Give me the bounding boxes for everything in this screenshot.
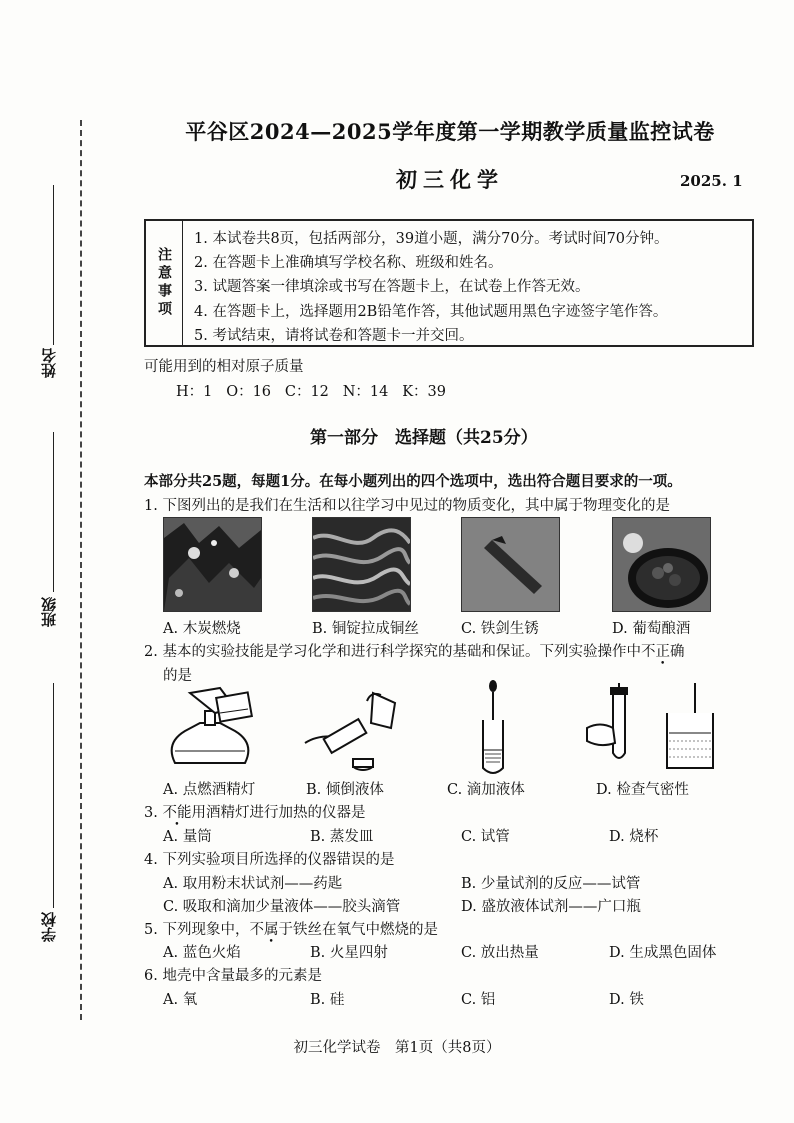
notice-item: 3. 试题答案一律填涂或书写在答题卡上，在试卷上作答无效。 [194, 279, 590, 296]
exam-date: 2025. 1 [680, 172, 743, 190]
q4-option-d: D. 盛放液体试剂——广口瓶 [461, 899, 641, 915]
section-instruction: 本部分共25题，每题1分。在每小题列出的四个选项中，选出符合题目要求的一项。 [144, 473, 682, 490]
q1-stem: 1. 下图列出的是我们在生活和以往学习中见过的物质变化，其中属于物理变化的是 [144, 498, 670, 514]
q3-option-b: B. 蒸发皿 [310, 829, 374, 845]
binding-dashed-line [80, 120, 82, 1020]
q5-option-b: B. 火星四射 [310, 945, 388, 961]
q5-option-c: C. 放出热量 [461, 945, 539, 961]
q4-option-c: C. 吸取和滴加少量液体——胶头滴管 [163, 899, 401, 915]
q5-option-a: A. 蓝色火焰 [163, 945, 241, 961]
q1-photo-copper-wire [312, 517, 411, 612]
q4-option-b: B. 少量试剂的反应——试管 [461, 876, 641, 892]
notice-item: 1. 本试卷共8页，包括两部分，39道小题，满分70分。考试时间70分钟。 [194, 231, 669, 247]
q6-option-a: A. 氧 [163, 992, 198, 1008]
q1-option-a: A. 木炭燃烧 [163, 621, 241, 637]
q2-option-c: C. 滴加液体 [447, 782, 525, 798]
q2-stem: 2. 基本的实验技能是学习化学和进行科学探究的基础和保证。下列实验操作中不正确 [144, 644, 685, 660]
q5-option-d: D. 生成黑色固体 [609, 945, 717, 961]
q6-option-b: B. 硅 [310, 992, 345, 1008]
notice-item: 2. 在答题卡上准确填写学校名称、班级和姓名。 [194, 255, 503, 272]
q2-figure-airtight [585, 683, 715, 778]
q5-emphasis: 不属于 [249, 922, 293, 938]
q3-option-d: D. 烧杯 [609, 829, 659, 845]
notice-box [144, 219, 754, 347]
school-write-line [53, 683, 54, 908]
q2-stem-tail: 的是 [163, 668, 192, 684]
q1-option-b: B. 铜锭拉成铜丝 [312, 621, 419, 637]
q2-option-d: D. 检查气密性 [596, 782, 689, 798]
q4-option-a: A. 取用粉末状试剂——药匙 [163, 876, 343, 892]
q3-emphasis: 不能 [162, 805, 192, 821]
atomic-mass-heading: 可能用到的相对原子质量 [144, 359, 304, 375]
exam-subtitle: 初三化学 [396, 167, 504, 192]
q4-stem: 4. 下列实验项目所选择的仪器错误的是 [144, 852, 395, 868]
q2-figure-dropper [475, 678, 515, 778]
name-label: 姓名 [39, 348, 58, 378]
class-write-line [53, 432, 54, 592]
q3-option-c: C. 试管 [461, 829, 510, 845]
q1-photo-rusty-sword [461, 517, 560, 612]
exam-title: 平谷区2024—2025学年度第一学期教学质量监控试卷 [185, 119, 715, 144]
name-write-line [53, 185, 54, 345]
q1-photo-grape-wine [612, 517, 711, 612]
notice-item: 4. 在答题卡上，选择题用2B铅笔作答，其他试题用黑色字迹签字笔作答。 [194, 303, 668, 320]
notice-heading: 注意事项 [146, 221, 183, 345]
q2-option-b: B. 倾倒液体 [306, 782, 384, 798]
page-footer: 初三化学试卷 第1页（共8页） [293, 1040, 501, 1056]
q2-emphasis: 不正确 [640, 644, 685, 660]
q2-figure-pour [295, 683, 410, 778]
q1-option-c: C. 铁剑生锈 [461, 621, 539, 637]
q5-stem: 5. 下列现象中，不属于铁丝在氧气中燃烧的是 [144, 922, 438, 938]
q6-option-d: D. 铁 [609, 992, 644, 1008]
q3-option-a: A. 量筒 [163, 829, 212, 845]
class-label: 班级 [39, 597, 58, 627]
q1-option-d: D. 葡萄酿酒 [612, 621, 691, 637]
section-title: 第一部分 选择题（共25分） [310, 428, 538, 448]
q2-option-a: A. 点燃酒精灯 [163, 782, 256, 798]
school-label: 学校 [39, 912, 58, 942]
q6-option-c: C. 铝 [461, 992, 496, 1008]
notice-list [194, 227, 669, 348]
q2-figure-lamp [160, 683, 260, 773]
notice-item: 5. 考试结束，请将试卷和答题卡一并交回。 [194, 327, 474, 344]
q3-stem: 3. 不能用酒精灯进行加热的仪器是 [144, 805, 366, 821]
q6-stem: 6. 地壳中含量最多的元素是 [144, 968, 322, 984]
q1-photo-charcoal [163, 517, 262, 612]
atomic-mass-values: H：1 O：16 C：12 N：14 K：39 [176, 384, 446, 400]
